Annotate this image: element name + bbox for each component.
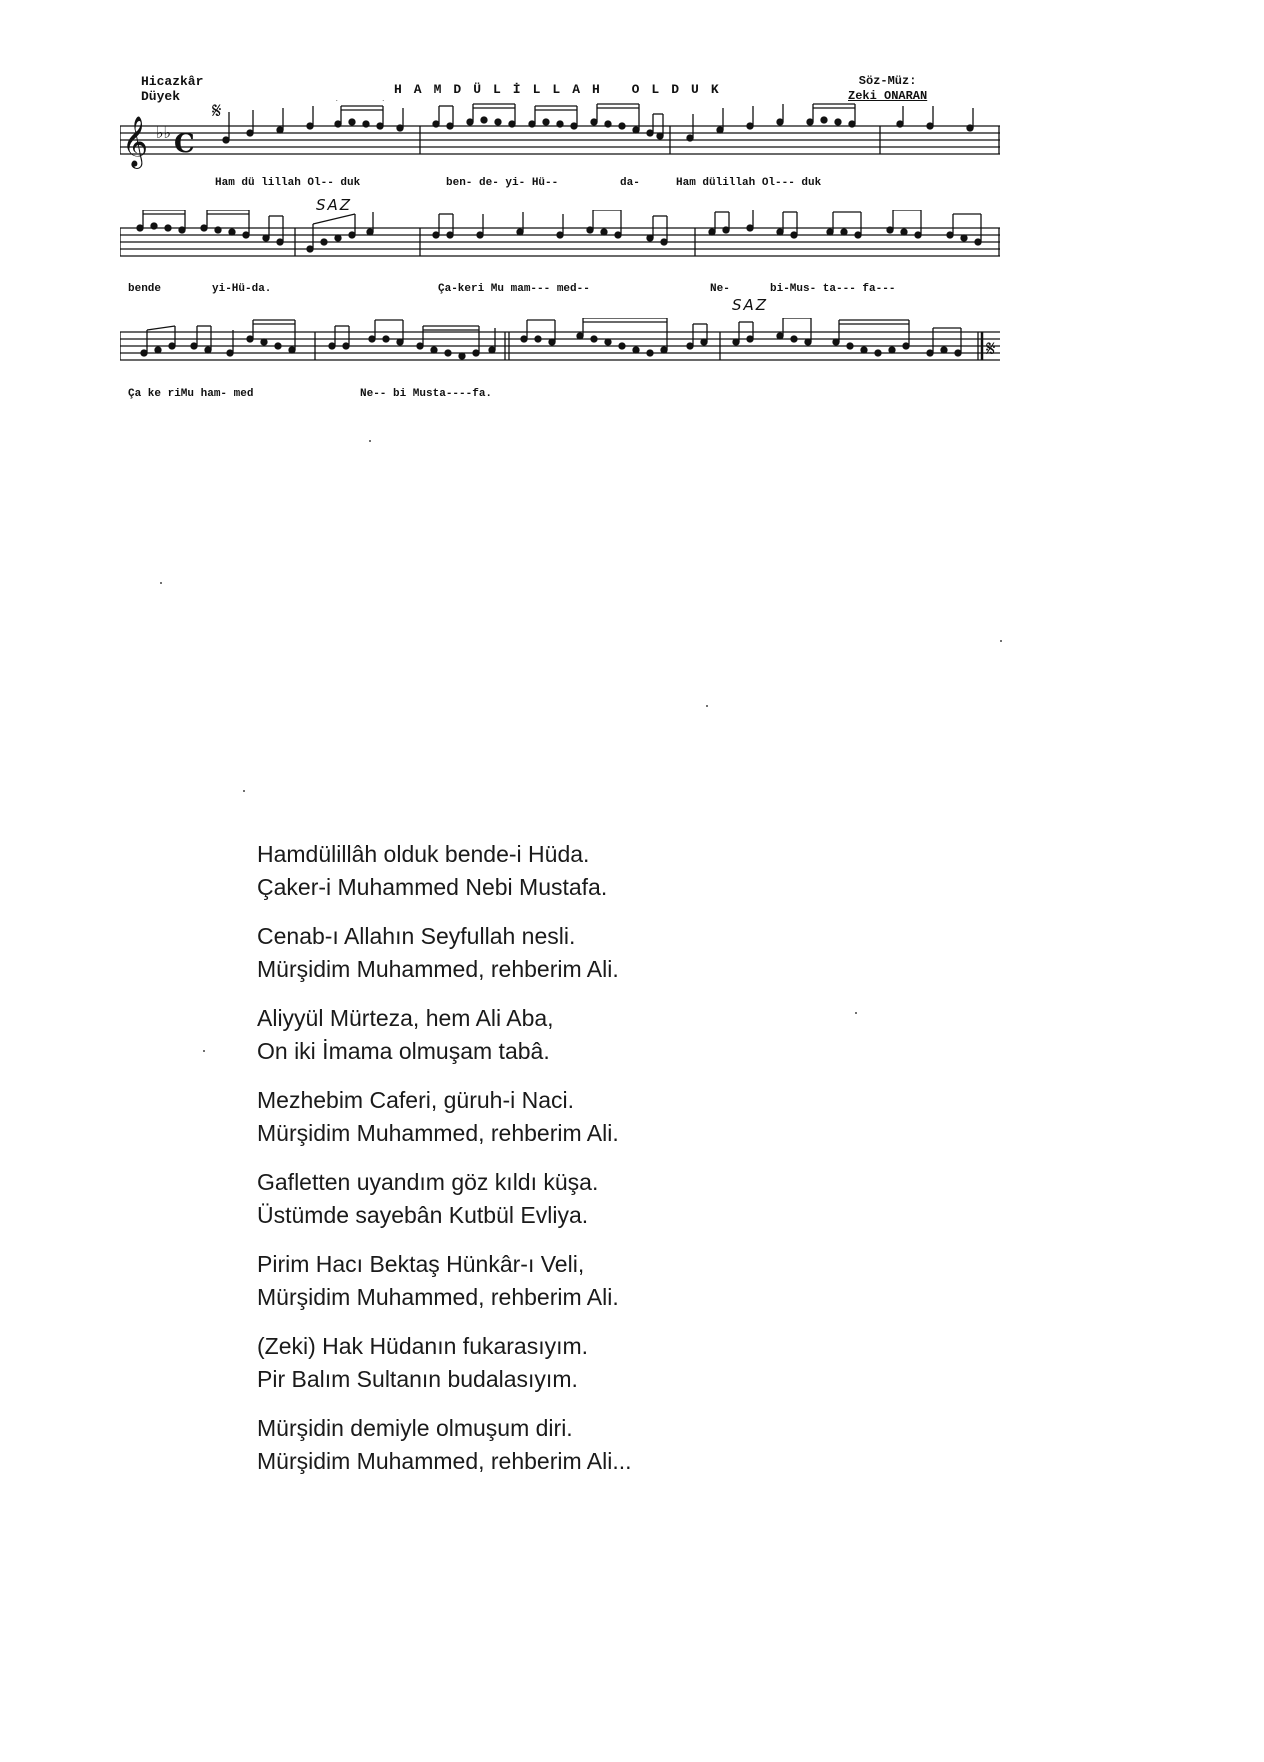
poem-line: Mürşidim Muhammed, rehberim Ali. <box>257 1120 619 1146</box>
svg-text:C: C <box>174 129 195 159</box>
poem-line: Mürşidim Muhammed, rehberim Ali. <box>257 956 619 982</box>
lyric-text: Ham dü lillah Ol-- duk <box>215 177 361 189</box>
stanza-4 <box>257 1084 957 1150</box>
scan-speck <box>1000 640 1002 642</box>
lyric-text: Ne-- bi Musta----fa. <box>360 388 493 400</box>
poem-line: Mezhebim Caferi, güruh-i Naci. <box>257 1087 575 1113</box>
stanza-3 <box>257 1002 957 1068</box>
poem-line: Mürşidim Muhammed, rehberim Ali... <box>257 1448 632 1474</box>
scan-speck <box>243 790 245 792</box>
svg-text:𝄋: 𝄋 <box>986 337 996 362</box>
usul-label: Düyek <box>141 89 181 104</box>
poem <box>257 838 957 1494</box>
poem-line: Cenab-ı Allahın Seyfullah nesli. <box>257 923 576 949</box>
poem-line: On iki İmama olmuşam tabâ. <box>257 1038 550 1064</box>
staff-1 <box>120 100 1000 172</box>
lyric-text: bi-Mus- ta--- fa--- <box>770 283 896 295</box>
lyric-text: Ça ke riMu ham- med <box>128 388 254 400</box>
staff-1-notation <box>120 100 1000 172</box>
lyric-text: Ça-keri Mu mam--- med-- <box>438 283 590 295</box>
poem-line: Pir Balım Sultanın budalasıyım. <box>257 1366 578 1392</box>
lyric-text: ben- de- yi- Hü-- <box>446 177 559 189</box>
poem-line: Mürşidim Muhammed, rehberim Ali. <box>257 1284 619 1310</box>
poem-line: Pirim Hacı Bektaş Hünkâr-ı Veli, <box>257 1251 585 1277</box>
staff-2-notation <box>120 210 1000 282</box>
stanza-7 <box>257 1330 957 1396</box>
stanza-8 <box>257 1412 957 1478</box>
lyric-text: Ham dülillah Ol--- duk <box>676 177 822 189</box>
poem-line: Çaker-i Muhammed Nebi Mustafa. <box>257 874 608 900</box>
stanza-6 <box>257 1248 957 1314</box>
scan-speck <box>855 1012 857 1014</box>
scan-speck <box>706 705 708 707</box>
scan-speck <box>160 582 162 584</box>
stanza-1 <box>257 838 957 904</box>
lyric-text: da- <box>620 177 640 189</box>
poem-line: (Zeki) Hak Hüdanın fukarasıyım. <box>257 1333 589 1359</box>
saz-label: SAZ <box>732 296 769 314</box>
poem-line: Üstümde sayebân Kutbül Evliya. <box>257 1202 589 1228</box>
composer-name: Zeki ONARAN <box>848 89 928 103</box>
staff-3 <box>120 318 1000 390</box>
song-title: HAMDÜLİLLAH OLDUK <box>394 82 731 97</box>
scan-speck <box>369 440 371 442</box>
svg-text:𝄞: 𝄞 <box>122 116 149 167</box>
poem-line: Mürşidin demiyle olmuşum diri. <box>257 1415 573 1441</box>
poem-line: Hamdülillâh olduk bende-i Hüda. <box>257 841 590 867</box>
svg-text:♭♭: ♭♭ <box>156 125 172 142</box>
saz-label: SAZ <box>316 196 353 214</box>
svg-text:𝄋: 𝄋 <box>212 100 222 124</box>
stanza-2 <box>257 920 957 986</box>
lyric-text: bende <box>128 283 162 295</box>
poem-line: Aliyyül Mürteza, hem Ali Aba, <box>257 1005 554 1031</box>
makam-label: Hicazkâr <box>141 74 204 89</box>
lyric-text: Ne- <box>710 283 730 295</box>
scan-speck <box>203 1050 205 1052</box>
music-score <box>0 0 1264 420</box>
staff-3-notation <box>120 318 1000 390</box>
credit-label: Söz-Müz: <box>858 74 917 88</box>
poem-line: Gafletten uyandım göz kıldı küşa. <box>257 1169 599 1195</box>
staff-2 <box>120 210 1000 282</box>
lyric-text: yi-Hü-da. <box>212 283 272 295</box>
stanza-5 <box>257 1166 957 1232</box>
